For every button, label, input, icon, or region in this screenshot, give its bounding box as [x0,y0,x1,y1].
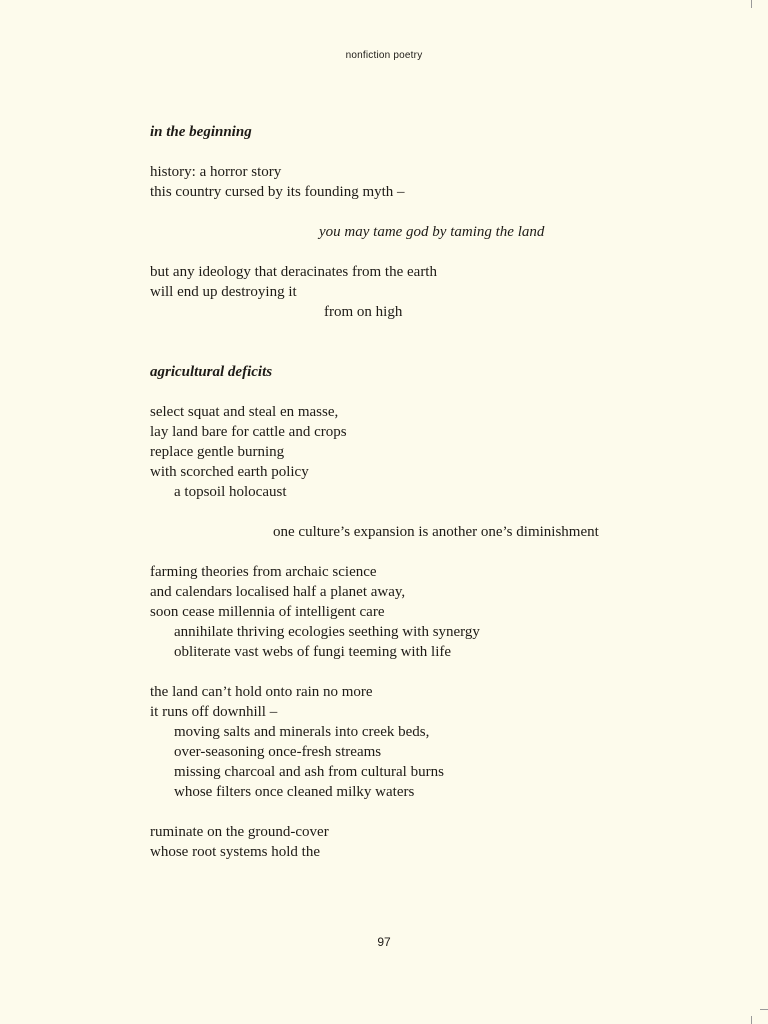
poem-line: ruminate on the ground-cover [150,824,329,840]
poem-line: lay land bare for cattle and crops [150,424,347,440]
poem-line: missing charcoal and ash from cultural burns [174,764,444,780]
poem-line: annihilate thriving ecologies seething with synergy [174,624,480,640]
poem-line: it runs off downhill – [150,704,278,720]
poem-line: will end up destroying it [150,284,297,300]
poem-line: replace gentle burning [150,444,285,460]
poem-line: whose filters once cleaned milky waters [174,784,415,800]
poem-line: the land can’t hold onto rain no more [150,684,373,700]
poem-title: in the beginning [150,124,252,140]
page-number: 97 [377,935,391,949]
poem-line: soon cease millennia of intelligent care [150,604,385,620]
poem-line: over-seasoning once-fresh streams [174,744,382,760]
poem-line: farming theories from archaic science [150,564,377,580]
crop-mark [760,1009,768,1010]
poem-line: one culture’s expansion is another one’s diminishment [273,524,599,540]
poem-line: from on high [324,304,403,320]
poem-line: and calendars localised half a planet away, [150,584,406,600]
poem-line: this country cursed by its founding myth – [150,184,405,200]
crop-mark [751,1016,752,1024]
poem-line: but any ideology that deracinates from the earth [150,264,437,280]
poem-title: agricultural deficits [150,364,273,380]
running-head: nonfiction poetry [345,50,423,61]
crop-mark [751,0,752,8]
poem-line: whose root systems hold the [150,844,320,860]
poem-line: with scorched earth policy [150,464,309,480]
poem-line-italic: you may tame god by taming the land [319,224,545,240]
poem-line: obliterate vast webs of fungi teeming with life [174,644,452,660]
poem-line: select squat and steal en masse, [150,404,339,420]
poem-line: moving salts and minerals into creek beds, [174,724,430,740]
poem-line: a topsoil holocaust [174,484,287,500]
poem-line: history: a horror story [150,164,282,180]
